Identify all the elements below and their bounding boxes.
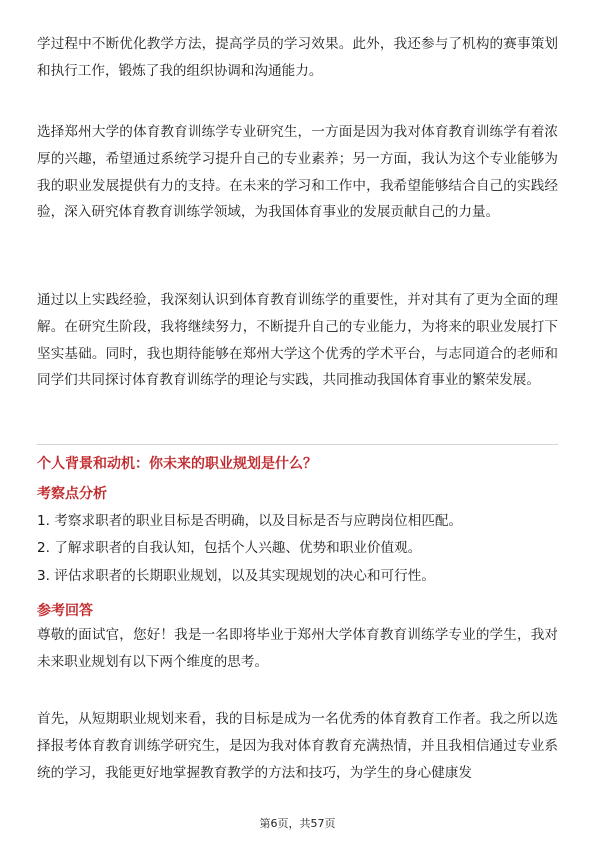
paragraph-intro-continuation: 学过程中不断优化教学方法，提高学员的学习效果。此外，我还参与了机构的赛事策划和执行工作，锻炼了我的组织协调和沟通能力。	[37, 36, 558, 79]
question-heading: 个人背景和动机：你未来的职业规划是什么？	[37, 456, 317, 472]
analysis-heading: 考察点分析	[37, 486, 107, 502]
page-number-footer: 第6页，共57页	[259, 817, 336, 830]
document-page	[37, 0, 558, 842]
analysis-item-3: 3. 评估求职者的长期职业规划，以及其实现规划的决心和可行性。	[37, 568, 435, 584]
paragraph-summary: 通过以上实践经验，我深刻认识到体育教育训练学的重要性，并对其有了更为全面的理解。在研究生阶段，我将继续努力，不断提升自己的专业能力，为将来的职业发展打下坚实基础。同时，我也期待能够在郑州大学这个优秀的学术平台，与志同道合的老师和同学们共同探讨体育教育训练学的理论与实践，共同推动我国体育事业的繁荣发展。	[37, 292, 558, 389]
analysis-item-1: 1. 考察求职者的职业目标是否明确，以及目标是否与应聘岗位相匹配。	[37, 513, 463, 529]
paragraph-motivation: 选择郑州大学的体育教育训练学专业研究生，一方面是因为我对体育教育训练学有着浓厚的兴趣，希望通过系统学习提升自己的专业素养；另一方面，我认为这个专业能够为我的职业发展提供有力的支持。在未来的学习和工作中，我希望能够结合自己的实践经验，深入研究体育教育训练学领域，为我国体育事业的发展贡献自己的力量。	[37, 124, 558, 221]
answer-paragraph-1: 尊敬的面试官，您好！我是一名即将毕业于郑州大学体育教育训练学专业的学生，我对未来职业规划有以下两个维度的思考。	[37, 627, 558, 670]
analysis-item-2: 2. 了解求职者的自我认知，包括个人兴趣、优势和职业价值观。	[37, 540, 422, 556]
answer-heading: 参考回答	[37, 603, 93, 619]
answer-paragraph-2: 首先，从短期职业规划来看，我的目标是成为一名优秀的体育教育工作者。我之所以选择报考体育教育训练学研究生，是因为我对体育教育充满热情，并且我相信通过专业系统的学习，我能更好地掌握教育教学的方法和技巧，为学生的身心健康发	[37, 711, 558, 781]
section-divider	[37, 444, 558, 445]
